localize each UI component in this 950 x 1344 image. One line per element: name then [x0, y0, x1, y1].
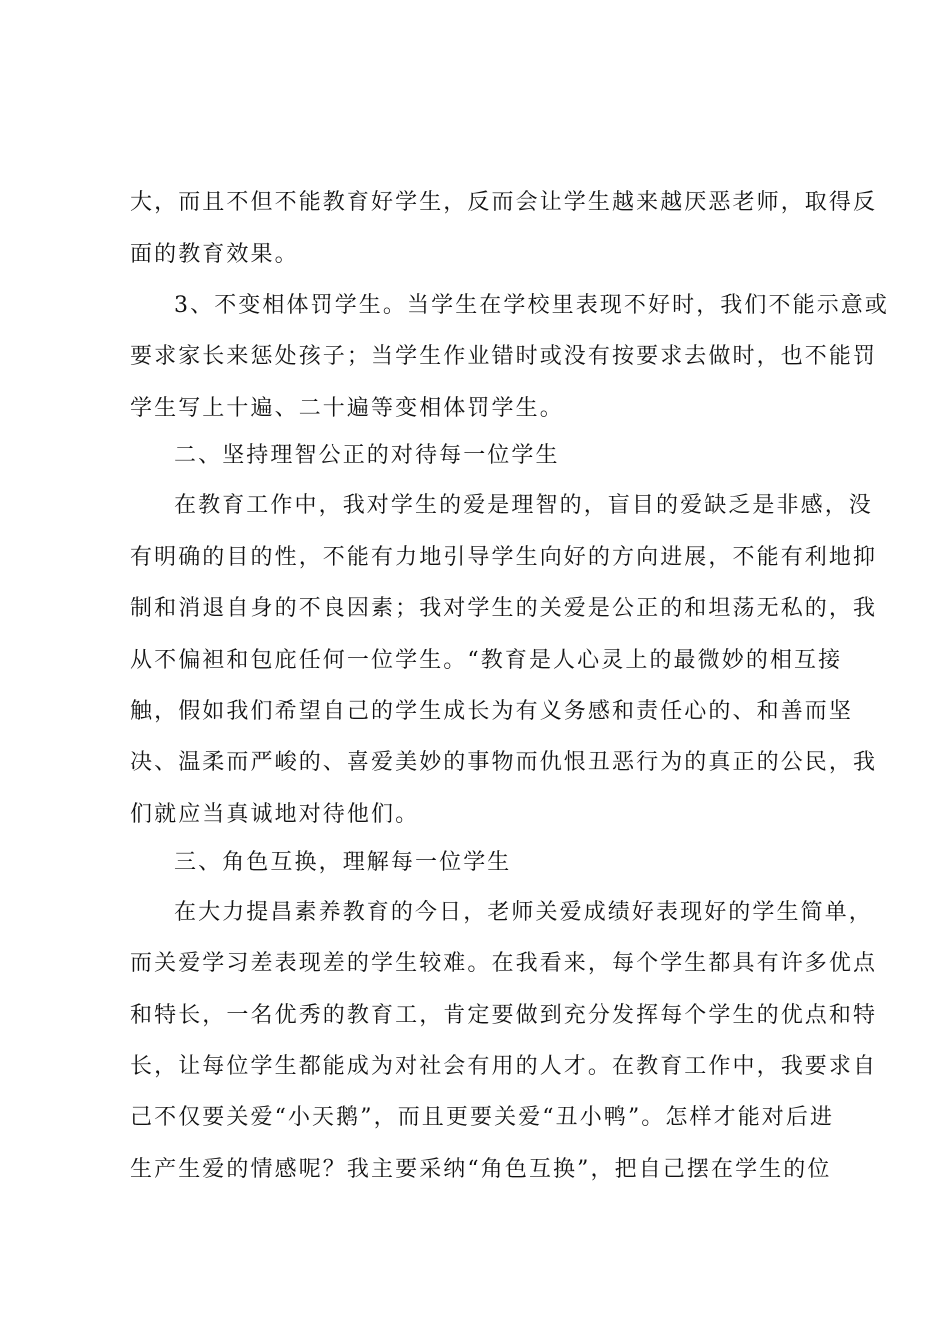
- text-line: 决、温柔而严峻的、喜爱美妙的事物而仇恨丑恶行为的真正的公民，我: [130, 750, 878, 775]
- text-line: 在教育工作中，我对学生的爱是理智的，盲目的爱缺乏是非感，没: [174, 493, 873, 518]
- text-line: 生产生爱的情感呢？我主要采纳“角色互换”，把自己摆在学生的位: [130, 1157, 832, 1182]
- text-line: 从不偏袒和包庇任何一位学生。“教育是人心灵上的最微妙的相互接: [130, 648, 843, 673]
- section-heading: 三、角色互换，理解每一位学生: [174, 850, 512, 875]
- text-line: 在大力提昌素养教育的今日，老师关爱成绩好表现好的学生简单，: [174, 900, 873, 925]
- text-line: 而关爱学习差表现差的学生较难。在我看来，每个学生都具有许多优点: [130, 951, 878, 976]
- section-heading: 二、坚持理智公正的对待每一位学生: [174, 443, 560, 468]
- text-line: 面的教育效果。: [130, 242, 299, 267]
- text-line: 们就应当真诚地对待他们。: [130, 802, 420, 827]
- text-line: 大，而且不但不能教育好学生，反而会让学生越来越厌恶老师，取得反: [130, 190, 878, 215]
- text-line: 长，让每位学生都能成为对社会有用的人才。在教育工作中，我要求自: [130, 1054, 878, 1079]
- text-line: 触，假如我们希望自己的学生成长为有义务感和责任心的、和善而坚: [130, 699, 854, 724]
- text-line: 己不仅要关爱“小天鹅”，而且更要关爱“丑小鸭”。怎样才能对后进: [130, 1105, 835, 1130]
- text-line: 有明确的目的性，不能有力地引导学生向好的方向进展，不能有利地抑: [130, 545, 878, 570]
- text-line: 学生写上十遍、二十遍等变相体罚学生。: [130, 396, 564, 421]
- text-line: 和特长，一名优秀的教育工，肯定要做到充分发挥每个学生的优点和特: [130, 1003, 878, 1028]
- text-line: 要求家长来惩处孩子；当学生作业错时或没有按要求去做时，也不能罚: [130, 344, 878, 369]
- text-line: 制和消退自身的不良因素；我对学生的关爱是公正的和坦荡无私的，我: [130, 596, 878, 621]
- text-line: 3、不变相体罚学生。当学生在学校里表现不好时，我们不能示意或: [174, 293, 889, 318]
